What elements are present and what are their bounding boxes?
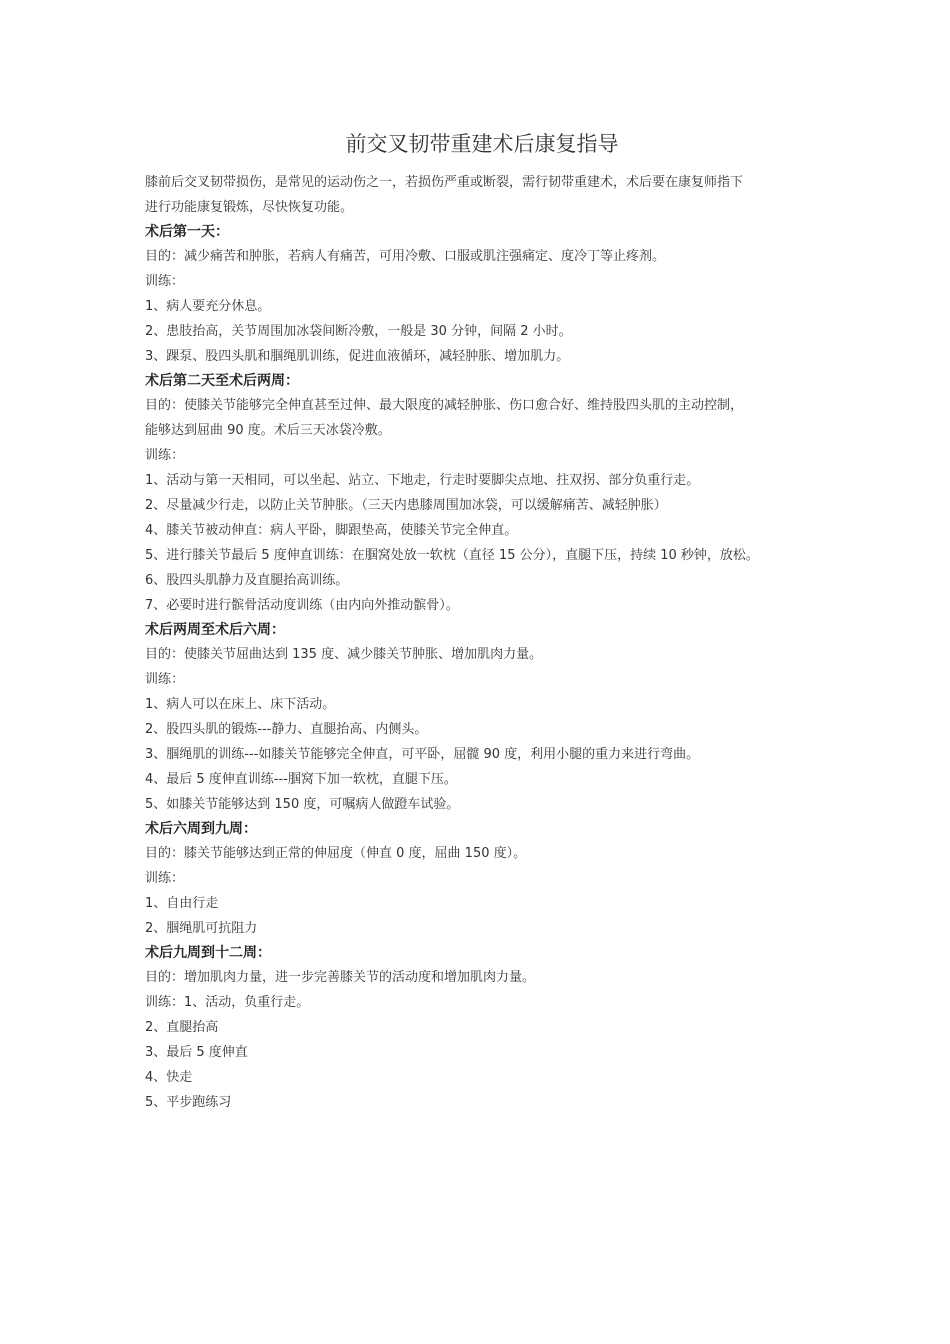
document-body: [145, 126, 825, 1115]
intro-line: 膝前后交叉韧带损伤，是常见的运动伤之一，若损伤严重或断裂，需行韧带重建术，术后要在康复师指下: [145, 175, 744, 190]
section-line: 3、腘绳肌的训练---如膝关节能够完全伸直，可平卧，屈髋 90 度，利用小腿的重力来进行弯曲。: [145, 747, 700, 762]
section: [145, 618, 825, 817]
section-line: 目的：膝关节能够达到正常的伸屈度（伸直 0 度，屈曲 150 度）。: [145, 846, 527, 861]
section-line: 训练：: [145, 871, 185, 886]
section-line: 2、直腿抬高: [145, 1020, 219, 1035]
section-line: 目的：减少痛苦和肿胀，若病人有痛苦，可用冷敷、口服或肌注强痛定、度冷丁等止疼剂。: [145, 249, 666, 264]
section-line: 2、患肢抬高，关节周围加冰袋间断冷敷，一般是 30 分钟，间隔 2 小时。: [145, 324, 572, 339]
section-line: 6、股四头肌静力及直腿抬高训练。: [145, 573, 349, 588]
section: [145, 369, 825, 618]
section-heading: 术后两周至术后六周：: [145, 622, 285, 638]
section-line: 1、病人可以在床上、床下活动。: [145, 697, 336, 712]
section-line: 训练：1、活动，负重行走。: [145, 995, 310, 1010]
document-title: 前交叉韧带重建术后康复指导: [345, 132, 619, 156]
section: [145, 220, 825, 369]
section-heading: 术后六周到九周：: [145, 821, 257, 837]
section-line: 训练：: [145, 448, 185, 463]
section-line: 4、快走: [145, 1070, 193, 1085]
section-line: 2、股四头肌的锻炼---静力、直腿抬高、内侧头。: [145, 722, 428, 737]
intro-line: 进行功能康复锻炼，尽快恢复功能。: [145, 200, 354, 215]
sections-container: [145, 220, 825, 1115]
section-line: 2、尽量减少行走，以防止关节肿胀。（三天内患膝周围加冰袋，可以缓解痛苦、减轻肿胀）: [145, 498, 667, 513]
section-heading: 术后九周到十二周：: [145, 945, 271, 961]
section-line: 1、病人要充分休息。: [145, 299, 271, 314]
section-line: 目的：增加肌肉力量，进一步完善膝关节的活动度和增加肌肉力量。: [145, 970, 536, 985]
section-line: 能够达到屈曲 90 度。术后三天冰袋冷敷。: [145, 423, 391, 438]
section-line: 5、进行膝关节最后 5 度伸直训练：在腘窝处放一软枕（直径 15 公分），直腿下压，持续 10 秒钟，放松。: [145, 548, 759, 563]
section-line: 5、平步跑练习: [145, 1095, 232, 1110]
section-line: 2、腘绳肌可抗阻力: [145, 921, 258, 936]
section-line: 4、膝关节被动伸直：病人平卧，脚跟垫高，使膝关节完全伸直。: [145, 523, 518, 538]
intro-paragraph: [145, 170, 825, 220]
section-line: 7、必要时进行髌骨活动度训练（由内向外推动髌骨）。: [145, 598, 459, 613]
section-heading: 术后第一天：: [145, 224, 229, 240]
section: [145, 941, 825, 1115]
section-line: 3、踝泵、股四头肌和腘绳肌训练，促进血液循环，减轻肿胀、增加肌力。: [145, 349, 570, 364]
section-line: 3、最后 5 度伸直: [145, 1045, 248, 1060]
section-heading: 术后第二天至术后两周：: [145, 373, 299, 389]
section-line: 4、最后 5 度伸直训练---腘窝下加一软枕，直腿下压。: [145, 772, 457, 787]
section-line: 5、如膝关节能够达到 150 度，可嘱病人做蹬车试验。: [145, 797, 460, 812]
section-line: 目的：使膝关节能够完全伸直甚至过伸、最大限度的减轻肿胀、伤口愈合好、维持股四头肌的主动控制，: [145, 398, 744, 413]
section-line: 训练：: [145, 672, 185, 687]
section-line: 目的：使膝关节屈曲达到 135 度、减少膝关节肿胀、增加肌肉力量。: [145, 647, 543, 662]
section: [145, 817, 825, 941]
section-line: 1、自由行走: [145, 896, 219, 911]
section-line: 1、活动与第一天相同，可以坐起、站立、下地走，行走时要脚尖点地、拄双拐、部分负重行走。: [145, 473, 700, 488]
section-line: 训练：: [145, 274, 185, 289]
